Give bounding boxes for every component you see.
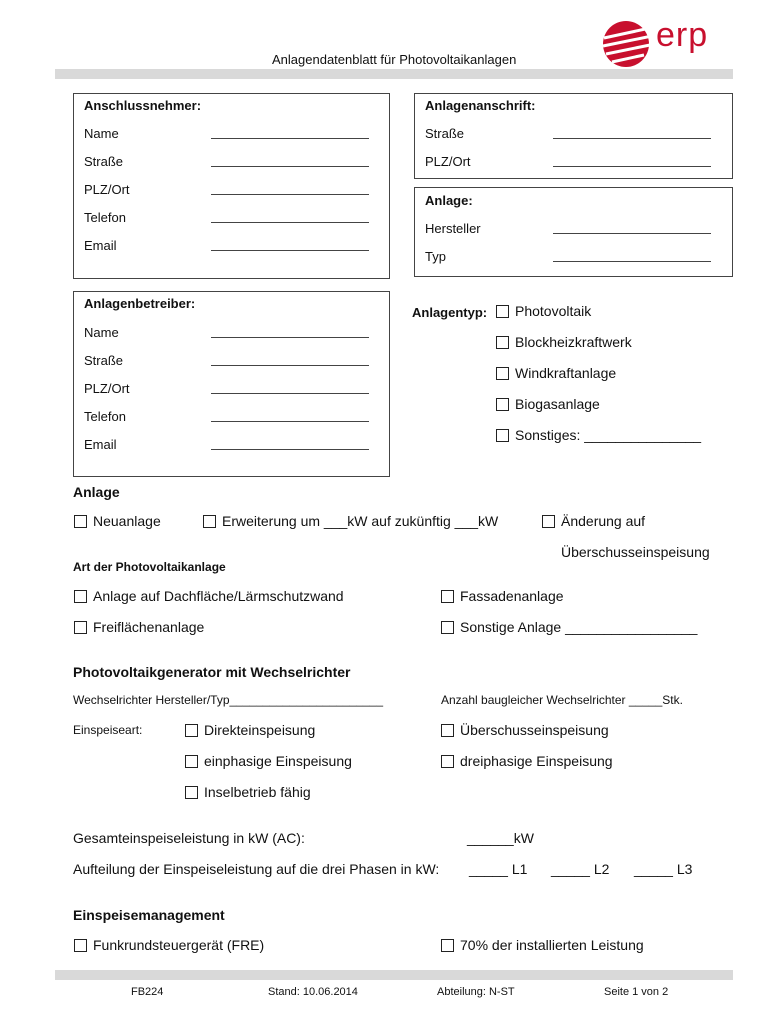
art-sonstige[interactable] [441,619,697,635]
option-label: Freiflächenanlage [93,619,205,635]
footer-abteilung: Abteilung: N-ST [437,986,515,998]
option-label: Überschusseinspeisung [460,722,609,738]
typ-label: Typ [425,249,446,264]
ab-telefon-label: Telefon [84,409,126,424]
ab-telefon-line[interactable] [211,421,369,422]
phase-l1-field[interactable]: _____ L1 [469,861,528,877]
ab-strasse-label: Straße [84,353,124,368]
ab-name-line[interactable] [211,337,369,338]
einspeise-ueberschuss[interactable] [441,722,609,738]
option-label: einphasige Einspeisung [204,753,352,769]
ab-email-line[interactable] [211,449,369,450]
anlagentyp-photovoltaik[interactable] [496,303,591,319]
document-title: Anlagendatenblatt für Photovoltaikanlagen [272,52,517,67]
checkbox[interactable] [496,398,509,411]
anlagentyp-wind[interactable] [496,365,616,381]
checkbox[interactable] [185,786,198,799]
einspeiseart-label: Einspeiseart: [73,723,143,737]
checkbox[interactable] [496,305,509,318]
aufteilung-label: Aufteilung der Einspeiseleistung auf die drei Phasen in kW: [73,861,440,877]
an-telefon-label: Telefon [84,210,126,225]
an-strasse-line[interactable] [211,166,369,167]
wechselrichter-field[interactable]: Wechselrichter Hersteller/Typ_______________________ [73,693,383,707]
checkbox[interactable] [185,755,198,768]
checkbox[interactable] [203,515,216,528]
option-label: Blockheizkraftwerk [515,334,632,350]
aa-strasse-label: Straße [425,126,465,141]
header-bar [55,69,733,79]
ab-plz-line[interactable] [211,393,369,394]
checkbox[interactable] [441,939,454,952]
footer-seite: Seite 1 von 2 [604,986,669,998]
checkbox[interactable] [74,590,87,603]
einspeise-einphasig[interactable] [185,753,352,769]
typ-line[interactable] [553,261,711,262]
an-plz-label: PLZ/Ort [84,182,130,197]
option-label: Windkraftanlage [515,365,617,381]
ab-email-label: Email [84,437,117,452]
an-email-label: Email [84,238,117,253]
option-label: Fassadenanlage [460,588,564,604]
art-heading: Art der Photovoltaikanlage [73,560,226,574]
fre-option[interactable] [74,937,264,953]
hersteller-label: Hersteller [425,221,481,236]
siebzig-prozent-option[interactable] [441,937,644,953]
option-label: dreiphasige Einspeisung [460,753,613,769]
option-label: Direkteinspeisung [204,722,316,738]
art-fassade[interactable] [441,588,564,604]
option-label: Sonstiges: _______________ [515,427,702,443]
aenderung-option-line2: Überschusseinspeisung [561,544,710,560]
ab-name-label: Name [84,325,119,340]
checkbox[interactable] [185,724,198,737]
aa-plz-label: PLZ/Ort [425,154,471,169]
anlagentyp-bhkw[interactable] [496,334,632,350]
an-name-label: Name [84,126,119,141]
ab-plz-label: PLZ/Ort [84,381,130,396]
option-label: Anlage auf Dachfläche/Lärmschutzwand [93,588,344,604]
phase-l3-field[interactable]: _____ L3 [634,861,693,877]
checkbox[interactable] [441,724,454,737]
phase-l2-field[interactable]: _____ L2 [551,861,610,877]
footer-form-id: FB224 [131,986,164,998]
aenderung-option[interactable] [542,513,645,529]
anlagentyp-label: Anlagentyp: [412,305,488,320]
option-label: Biogasanlage [515,396,600,412]
an-email-line[interactable] [211,250,369,251]
einspeise-dreiphasig[interactable] [441,753,613,769]
erweiterung-option[interactable] [203,513,498,529]
anlage-box-heading: Anlage: [425,193,473,208]
checkbox[interactable] [441,621,454,634]
checkbox[interactable] [74,515,87,528]
anlagenanschrift-heading: Anlagenanschrift: [425,98,536,113]
footer-stand: Stand: 10.06.2014 [268,986,358,998]
einspeise-direkt[interactable] [185,722,315,738]
anlagentyp-biogas[interactable] [496,396,600,412]
neuanlage-option[interactable] [74,513,161,529]
aa-strasse-line[interactable] [553,138,711,139]
option-label: Erweiterung um ___kW auf zukünftig ___kW [222,513,499,529]
checkbox[interactable] [496,429,509,442]
checkbox[interactable] [496,336,509,349]
option-label: 70% der installierten Leistung [460,937,644,953]
erp-logo [600,14,730,70]
logo-text: erp [656,16,709,54]
checkbox[interactable] [74,621,87,634]
aa-plz-line[interactable] [553,166,711,167]
checkbox[interactable] [496,367,509,380]
anzahl-wechselrichter-field[interactable]: Anzahl baugleicher Wechselrichter _____Stk. [441,693,683,707]
anschlussnehmer-heading: Anschlussnehmer: [84,98,202,113]
option-label: Änderung auf [561,513,646,529]
checkbox[interactable] [441,590,454,603]
anlagentyp-sonstiges[interactable] [496,427,701,443]
inselbetrieb-option[interactable] [185,784,311,800]
an-plz-line[interactable] [211,194,369,195]
an-name-line[interactable] [211,138,369,139]
art-dachflaeche[interactable] [74,588,344,604]
hersteller-line[interactable] [553,233,711,234]
option-label: Inselbetrieb fähig [204,784,311,800]
art-freiflaeche[interactable] [74,619,204,635]
gesamtleistung-field[interactable]: ______kW [467,830,534,846]
option-label: Neuanlage [93,513,161,529]
an-telefon-line[interactable] [211,222,369,223]
generator-heading: Photovoltaikgenerator mit Wechselrichter [73,664,351,680]
option-label: Sonstige Anlage _________________ [460,619,698,635]
anlagenbetreiber-heading: Anlagenbetreiber: [84,296,196,311]
option-label: Photovoltaik [515,303,592,319]
gesamtleistung-label: Gesamteinspeiseleistung in kW (AC): [73,830,305,846]
checkbox[interactable] [441,755,454,768]
option-label: Funkrundsteuergerät (FRE) [93,937,265,953]
an-strasse-label: Straße [84,154,124,169]
checkbox[interactable] [74,939,87,952]
anlage-section-heading: Anlage [73,484,120,500]
checkbox[interactable] [542,515,555,528]
footer-bar [55,970,733,980]
einspeisemanagement-heading: Einspeisemanagement [73,907,225,923]
ab-strasse-line[interactable] [211,365,369,366]
